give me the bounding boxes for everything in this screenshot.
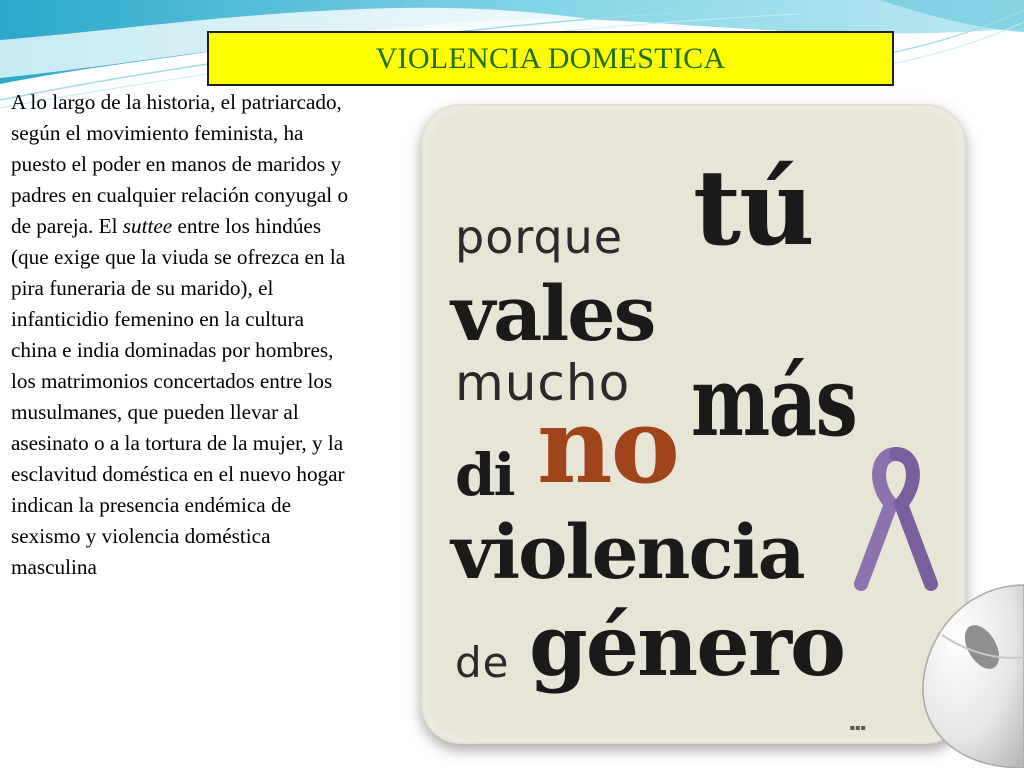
word-mas: más: [691, 345, 857, 458]
paragraph-text-start: A lo largo de la historia, el patriarcado, según el movimiento feminista, ha puesto el poder en manos de maridos y padres en cualquier relación conyugal o de pareja. El: [11, 90, 349, 238]
body-paragraph: [11, 87, 349, 583]
awareness-ribbon-icon: [851, 444, 941, 594]
slide-title-text: VIOLENCIA DOMESTICA: [375, 41, 726, 75]
word-de: de: [455, 638, 510, 687]
word-di: di: [455, 441, 514, 509]
slide-title: [207, 31, 894, 86]
mousepad-image: [421, 104, 966, 744]
word-no: no: [537, 384, 678, 507]
word-genero: género: [529, 596, 844, 695]
computer-mouse-icon: [912, 575, 1024, 768]
word-mucho: mucho: [455, 354, 631, 412]
word-porque: porque: [455, 210, 624, 264]
brand-mark: ▪▪▪: [849, 723, 866, 732]
paragraph-italic-term: suttee: [122, 214, 173, 238]
paragraph-text-end: entre los hindúes (que exige que la viuda se ofrezca en la pira funeraria de su marido), el infanticidio femenino en la cultura china e india dominadas por hombres, los matrimonios concertados entre los musulmanes, que pueden llevar al asesinato o a la tortura de la mujer, y la esclavitud doméstica en el nuevo hogar indican la presencia endémica de sexismo y violencia doméstica masculina: [11, 214, 346, 579]
word-vales: vales: [451, 269, 655, 358]
word-tu: tú: [693, 146, 813, 269]
word-violencia: violencia: [451, 510, 804, 596]
